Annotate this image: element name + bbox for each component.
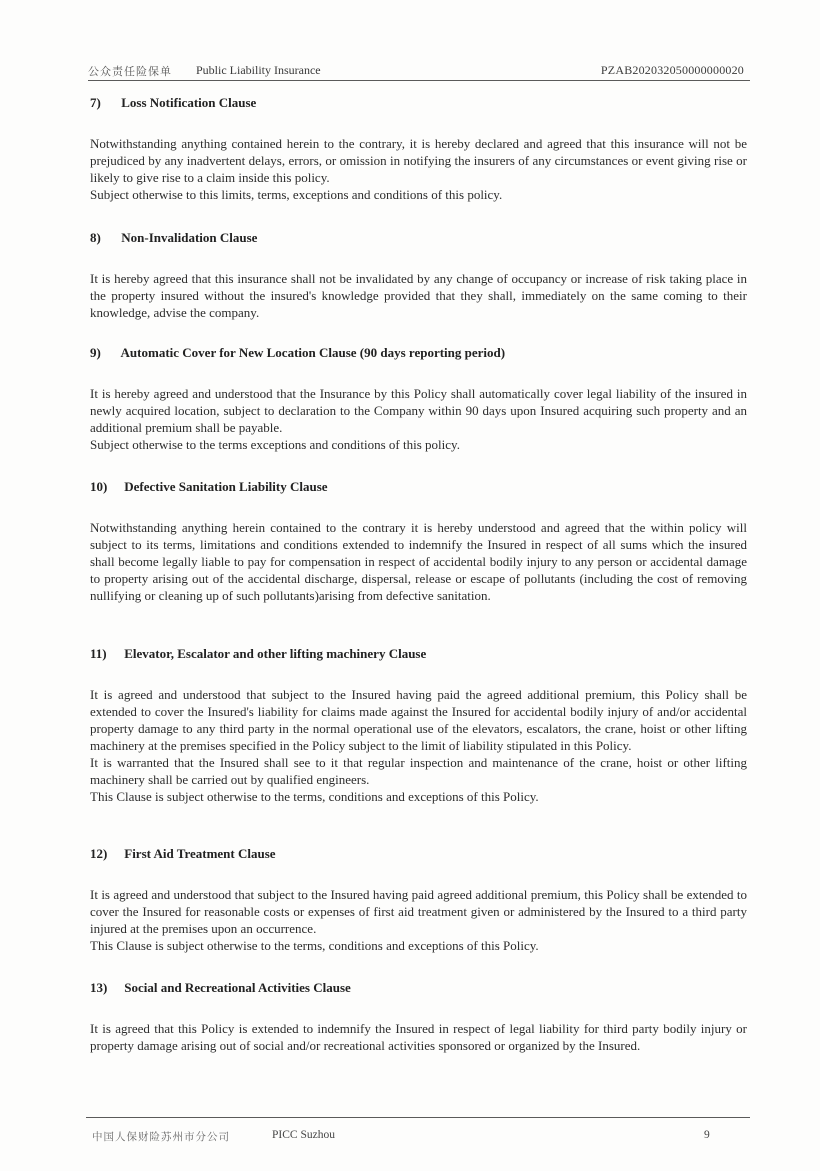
clause-number: 10) [90, 479, 108, 494]
clause-body [90, 270, 747, 321]
clause-8 [90, 230, 747, 321]
footer-divider [86, 1117, 750, 1118]
clause-heading: Elevator, Escalator and other lifting machinery Clause [124, 646, 427, 661]
header-divider [88, 80, 750, 81]
clause-paragraph: Subject otherwise to this limits, terms, exceptions and conditions of this policy. [90, 187, 503, 202]
header-title-en: Public Liability Insurance [196, 63, 321, 77]
clause-11 [90, 646, 747, 805]
policy-number: PZAB202032050000000020 [600, 63, 744, 77]
clause-paragraph: It is agreed and understood that subject to the Insured having paid the agreed additional premium, this Policy shall be extended to cover the Insured's liability for claims made against the Insured for accidental bodily injury of and/or accidental property damage to any third party in the normal operational use of the elevators, escalators, the crane, hoist or other lifting machinery at the premises specified in the Policy subject to the limit of liability stipulated in this Policy. [90, 687, 747, 753]
clause-title [90, 980, 747, 996]
clause-number: 7) [90, 95, 101, 110]
clause-heading: Defective Sanitation Liability Clause [124, 479, 328, 494]
clause-paragraph: This Clause is subject otherwise to the terms, conditions and exceptions of this Policy. [90, 938, 539, 953]
clause-title [90, 846, 747, 862]
clause-paragraph: It is warranted that the Insured shall see to it that regular inspection and maintenance of the crane, hoist or other lifting machinery shall be carried out by qualified engineers. [90, 755, 747, 787]
clause-paragraph: Notwithstanding anything contained herein to the contrary, it is hereby declared and agreed that this insurance will not be prejudiced by any inadvertent delays, errors, or omission in notifying the insurers of any circumstances or event giving rise or likely to give rise to a claim inside this policy. [90, 136, 747, 185]
clause-number: 12) [90, 846, 108, 861]
clause-heading: First Aid Treatment Clause [124, 846, 276, 861]
clause-10 [90, 479, 747, 604]
clause-body [90, 686, 747, 805]
clause-title [90, 95, 747, 111]
page-header [88, 61, 748, 81]
clause-heading: Social and Recreational Activities Clause [124, 980, 351, 995]
clause-heading: Automatic Cover for New Location Clause (90 days reporting period) [120, 345, 506, 360]
clause-paragraph: It is hereby agreed and understood that the Insurance by this Policy shall automatically cover legal liability of the insured in newly acquired location, subject to declaration to the Company within 90 days upon Insured acquiring such property and an additional premium shall be payable. [90, 386, 747, 435]
clause-13 [90, 980, 747, 1054]
page-footer [92, 1129, 712, 1147]
clause-9 [90, 345, 747, 453]
clause-number: 11) [90, 646, 107, 661]
footer-company-cn: 中国人保财险苏州市分公司 [92, 1132, 230, 1143]
clause-body [90, 385, 747, 453]
clause-title [90, 345, 747, 361]
clause-7 [90, 95, 747, 203]
clause-paragraph: It is agreed that this Policy is extended to indemnify the Insured in respect of legal liability for third party bodily injury or property damage arising out of social and/or recreational activities sponsored or organized by the Insured. [90, 1021, 747, 1053]
clause-paragraph: It is agreed and understood that subject to the Insured having paid agreed additional premium, this Policy shall be extended to cover the Insured for reasonable costs or expenses of first aid treatment given or administered by the Insured to a third party injured at the premises upon an occurrence. [90, 887, 747, 936]
clause-body [90, 519, 747, 604]
clause-title [90, 230, 747, 246]
clause-paragraph: This Clause is subject otherwise to the terms, conditions and exceptions of this Policy. [90, 789, 539, 804]
footer-company-en: PICC Suzhou [272, 1129, 335, 1141]
clause-paragraph: It is hereby agreed that this insurance shall not be invalidated by any change of occupancy or increase of risk taking place in the property insured without the insured's knowledge provided that they shall, immediately on the same coming to their knowledge, advise the company. [90, 271, 747, 320]
clause-number: 8) [90, 230, 101, 245]
clause-heading: Non-Invalidation Clause [121, 230, 258, 245]
clause-paragraph: Notwithstanding anything herein contained to the contrary it is hereby understood and agreed that the within policy will subject to its terms, limitations and conditions extended to indemnify the Insured in respect of all sums which the insured shall become legally liable to pay for compensation in respect of accidental bodily injury to any person or accidental damage to property arising out of the accidental discharge, dispersal, release or escape of pollutants (including the cost of removing nullifying or cleaning up of such pollutants)arising from defective sanitation. [90, 520, 747, 603]
clause-paragraph: Subject otherwise to the terms exceptions and conditions of this policy. [90, 437, 460, 452]
clause-number: 13) [90, 980, 108, 995]
clause-12 [90, 846, 747, 954]
clause-number: 9) [90, 345, 101, 360]
clause-body [90, 135, 747, 203]
clause-title [90, 646, 747, 662]
page-number: 9 [704, 1129, 710, 1141]
clause-body [90, 886, 747, 954]
clause-heading: Loss Notification Clause [121, 95, 257, 110]
clause-body [90, 1020, 747, 1054]
clause-title [90, 479, 747, 495]
header-title-cn: 公众责任险保单 [88, 66, 172, 78]
